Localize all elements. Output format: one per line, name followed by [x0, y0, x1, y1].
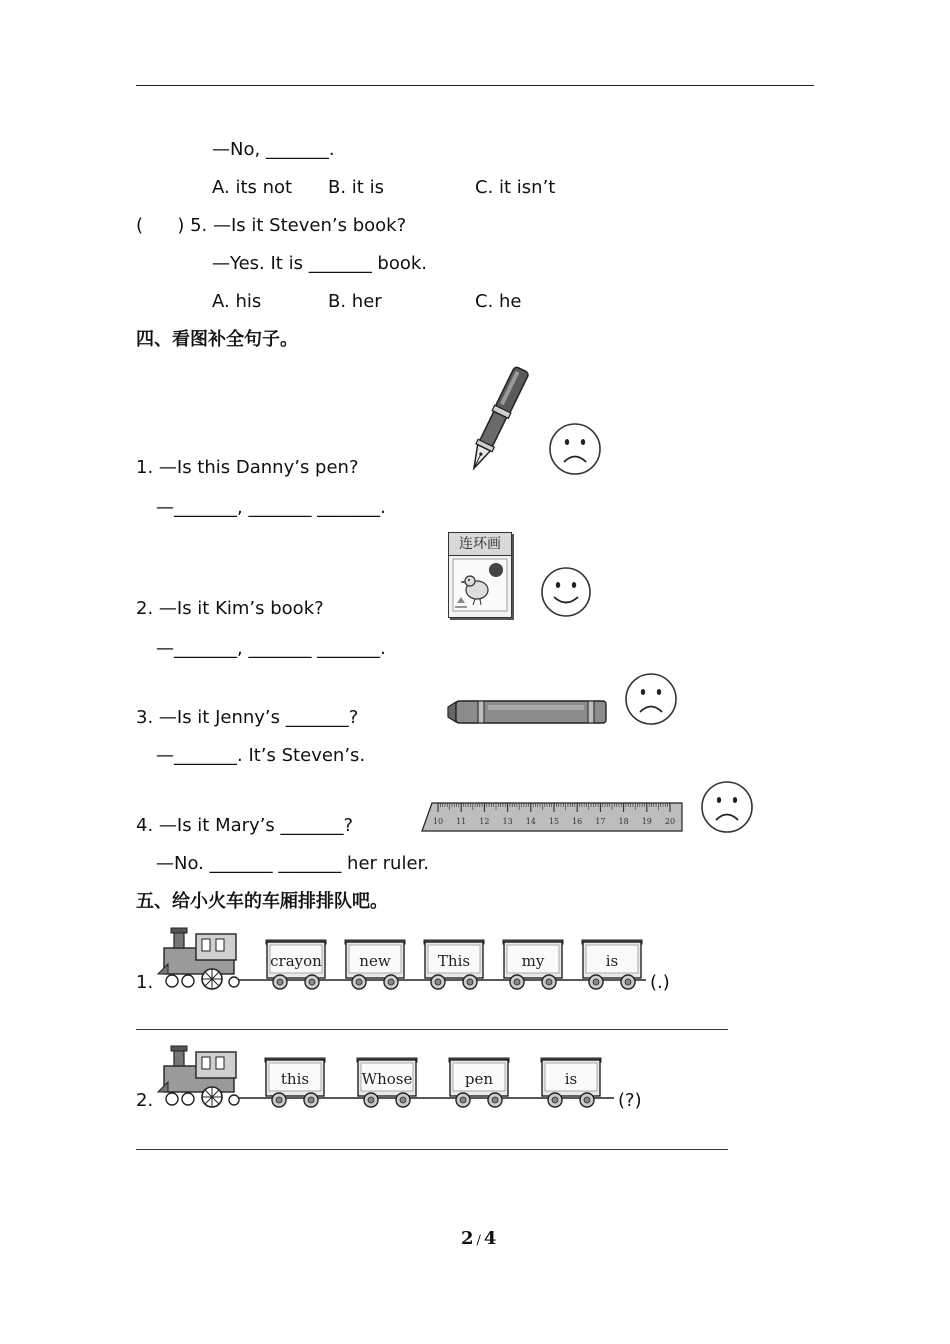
page-number: [461, 1228, 496, 1249]
train1-answer-line[interactable]: [136, 1029, 728, 1030]
section5-heading: 五、给小火车的车厢排排队吧。: [136, 891, 388, 912]
train-car-word: my: [521, 952, 545, 970]
train-car-pen[interactable]: [449, 1058, 509, 1107]
train-car-word: is: [564, 1070, 578, 1088]
ruler-tick-label: 10: [432, 817, 444, 826]
ruler-tick-label: 17: [595, 817, 606, 826]
train-car-word: is: [605, 952, 619, 970]
train-car-new[interactable]: [345, 940, 405, 989]
q5-option-c: C. he: [475, 291, 522, 312]
crayon-image: [448, 698, 606, 726]
train2-answer-line[interactable]: [136, 1149, 728, 1150]
q5-option-b: B. her: [328, 291, 382, 312]
ruler-tick-label: 14: [525, 817, 536, 826]
ruler-tick-label: 19: [641, 817, 652, 826]
header-rule: [136, 85, 814, 86]
ruler-tick-label: 15: [548, 817, 560, 826]
q4-option-c: C. it isn’t: [475, 177, 556, 198]
train-car-word: this: [280, 1070, 310, 1088]
train-car-word: Whose: [361, 1070, 413, 1088]
bird-sun-illustration: [453, 559, 507, 611]
ruler-tick-label: 12: [479, 817, 490, 826]
sad-face-icon: [624, 672, 678, 726]
train-car-word: This: [437, 952, 471, 970]
fountain-pen-icon: [466, 362, 530, 476]
train1-end-punct: (.): [650, 972, 670, 993]
train-car-word: pen: [464, 1070, 494, 1088]
s4-item3-answer: —_______. It’s Steven’s.: [156, 745, 366, 766]
page-total: 4: [483, 1228, 497, 1249]
sad-face-icon: [700, 780, 754, 834]
q5-option-a: A. his: [212, 291, 262, 312]
ruler-tick-label: 20: [664, 817, 676, 826]
s4-item2-answer: —_______, _______ _______.: [156, 638, 386, 659]
train2-end-punct: (?): [618, 1090, 642, 1111]
train-car-word: new: [359, 952, 391, 970]
q4-option-a: A. its not: [212, 177, 293, 198]
comic-book-image: [448, 532, 512, 618]
train-car-This[interactable]: [424, 940, 484, 989]
train-car-is[interactable]: [582, 940, 642, 989]
q5-answer-line: —Yes. It is _______ book.: [212, 253, 428, 274]
train-car-is[interactable]: [541, 1058, 601, 1107]
q5-question: ( ) 5. —Is it Steven’s book?: [136, 215, 407, 236]
train2-number: 2.: [136, 1090, 154, 1111]
ruler-tick-label: 11: [456, 817, 467, 826]
ruler-tick-label: 13: [502, 817, 513, 826]
train-1: [158, 926, 648, 992]
s4-item4-question: 4. —Is it Mary’s _______?: [136, 815, 354, 836]
s4-item1-question: 1. —Is this Danny’s pen?: [136, 457, 359, 478]
train1-number: 1.: [136, 972, 154, 993]
train-car-Whose[interactable]: [357, 1058, 417, 1107]
train-car-my[interactable]: [503, 940, 563, 989]
page-separator: /: [476, 1233, 481, 1248]
s4-item2-question: 2. —Is it Kim’s book?: [136, 598, 324, 619]
q4-option-b: B. it is: [328, 177, 384, 198]
locomotive-icon: [158, 1046, 239, 1107]
comic-book-title: 连环画: [449, 533, 511, 556]
s4-item4-answer: —No. _______ _______ her ruler.: [156, 853, 430, 874]
train-2: [158, 1044, 618, 1110]
ruler-image: [422, 802, 684, 832]
ruler-tick-label: 18: [618, 817, 629, 826]
s4-item1-answer: —_______, _______ _______.: [156, 497, 386, 518]
ruler-tick-label: 16: [572, 817, 583, 826]
train-car-crayon[interactable]: [266, 940, 326, 989]
section4-heading: 四、看图补全句子。: [136, 329, 298, 350]
train-car-this[interactable]: [265, 1058, 325, 1107]
happy-face-icon: [540, 566, 592, 618]
s4-item3-question: 3. —Is it Jenny’s _______?: [136, 707, 359, 728]
train-car-word: crayon: [270, 952, 322, 970]
page-current: 2: [461, 1228, 474, 1249]
sad-face-icon: [548, 422, 602, 476]
q4-answer-line: —No, _______.: [212, 139, 335, 160]
locomotive-icon: [158, 928, 239, 989]
